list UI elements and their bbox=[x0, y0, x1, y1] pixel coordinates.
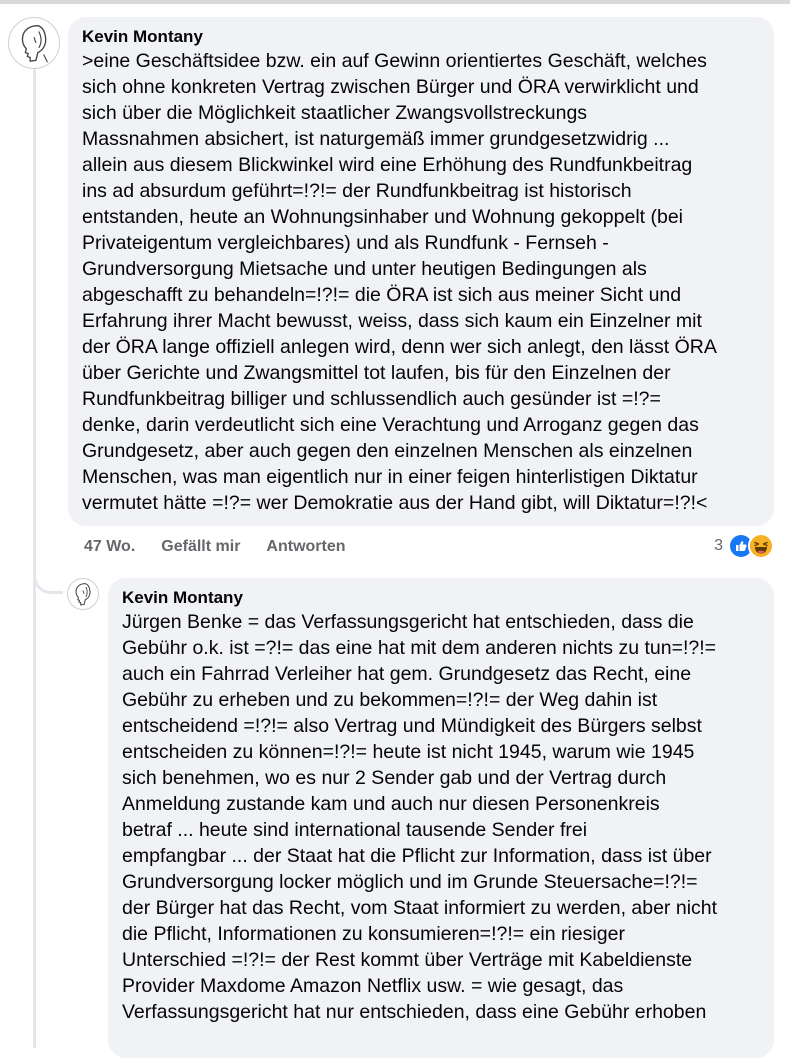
reply-button[interactable]: Antworten bbox=[266, 538, 346, 555]
comment-author[interactable]: Kevin Montany bbox=[82, 27, 203, 46]
comment-timestamp[interactable]: 47 Wo. bbox=[84, 538, 136, 555]
avatar-sketch-icon bbox=[9, 18, 59, 68]
avatar[interactable] bbox=[8, 17, 60, 69]
reply-connector bbox=[33, 560, 63, 594]
avatar-sketch-icon bbox=[68, 579, 98, 609]
like-button[interactable]: Gefällt mir bbox=[161, 538, 241, 555]
reply-author[interactable]: Kevin Montany bbox=[122, 588, 243, 607]
reaction-summary[interactable] bbox=[714, 533, 774, 559]
thread-line bbox=[33, 68, 36, 1048]
top-divider bbox=[0, 0, 790, 4]
reply-text: Jürgen Benke = das Verfassungsgericht hat entschieden, dass die Gebühr o.k. ist =?!= das eine hat mit dem anderen nichts zu tun=!?!= auch ein Fahrrad Verleiher hat gem. Grundgesetz das Recht, eine Gebühr zu erheben und zu bekommen=!?!= der Weg dahin ist entscheidend =!?!= also Vertrag und Mündigkeit des Bürgers selbst entscheiden zu können=!?!= heute ist nicht 1945, warum wie 1945 sich benehmen, wo es nur 2 Sender gab und der Vertrag durch Anmeldung zustande kam und auch nur diesen Personenkreis betraf ... heute sind international tausende Sender frei empfangbar ... der Staat hat die Pflicht zur Information, dass ist über Grundversorgung locker möglich und im Grunde Steuersache=!?!= der Bürger hat das Recht, vom Staat informiert zu werden, aber nicht die Pflicht, Informationen zu konsumieren=!?!= ein riesiger Unterschied =!?!= der Rest kommt über Verträge mit Kabeldienste Provider Maxdome Amazon Netflix usw. = wie gesagt, das Verfassungsgericht hat nur entschieden, dass eine Gebühr erhoben bbox=[122, 611, 718, 1023]
comment-bubble bbox=[68, 17, 774, 526]
comment-text: >eine Geschäftsidee bzw. ein auf Gewinn orientiertes Geschäft, welches sich ohne konkreten Vertrag zwischen Bürger und ÖRA verwirklicht und sich über die Möglichkeit staatlicher Zwangsvollstreckungs Massnahmen absichert, ist naturgemäß immer grundgesetzwidrig ... allein aus diesem Blickwinkel wird eine Erhöhung des Rundfunkbeitrag ins ad absurdum geführt=!?!= der Rundfunkbeitrag ist historisch entstanden, heute an Wohnungsinhaber und Wohnung gekoppelt (bei Privateigentum vergleichbares) und als Rundfunk - Fernseh - Grundversorgung Mietsache und unter heutigen Bedingungen als abgeschafft zu behandeln=!?!= die ÖRA ist sich aus meiner Sicht und Erfahrung ihrer Macht bewusst, weiss, dass sich kaum ein Einzelner mit der ÖRA lange offiziell anlegen wird, denn wer sich anlegt, den lässt ÖRA über Gerichte und Zwangsmittel tot laufen, bis für den Einzelnen der Rundfunkbeitrag billiger und schlussendlich auch gesünder ist =!?= denke, darin verdeutlicht sich eine Verachtung und Arroganz gegen das Grundgesetz, aber auch gegen den einzelnen Menschen als einzelnen Menschen, was man eigentlich nur in einer feigen hinterlistigen Diktatur vermutet hätte =!?= wer Demokratie aus der Hand gibt, will Diktatur=!?!< bbox=[82, 50, 717, 514]
reaction-count: 3 bbox=[714, 537, 723, 554]
reply-avatar[interactable] bbox=[67, 578, 99, 610]
haha-icon bbox=[748, 533, 774, 559]
comment-actions bbox=[84, 535, 346, 559]
reply-bubble bbox=[108, 578, 774, 1058]
